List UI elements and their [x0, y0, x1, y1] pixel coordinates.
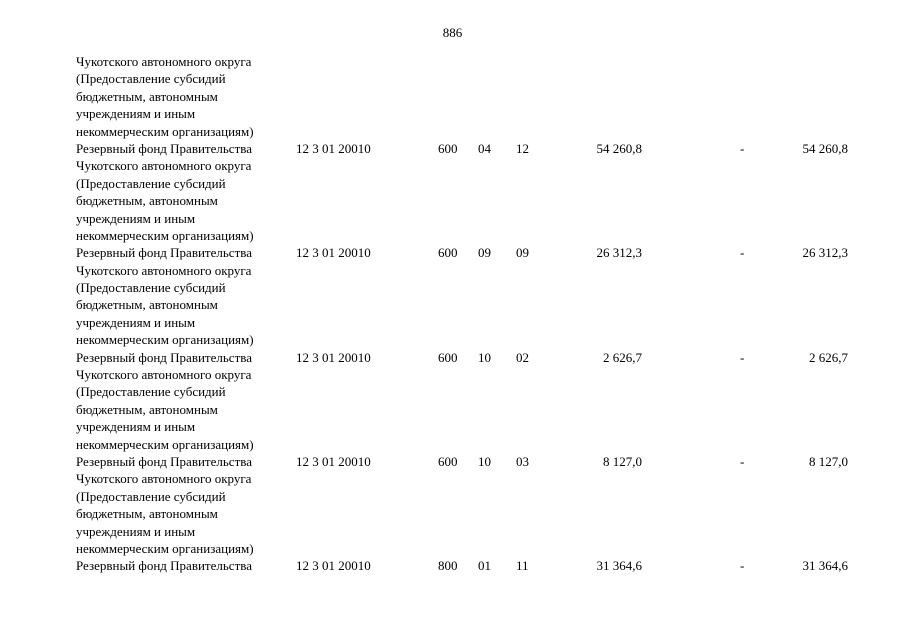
continuation-line: учреждениям и иным — [76, 314, 196, 330]
row-target-code: 12 3 01 20010 — [296, 349, 371, 365]
row-amount-2: - — [740, 349, 745, 365]
continuation-line: (Предоставление субсидий — [76, 384, 226, 400]
row-section: 04 — [478, 140, 491, 156]
continuation-line: Чукотского автономного округа — [76, 262, 252, 278]
row-subsection: 03 — [516, 453, 529, 469]
row-amount-3: 8 127,0 — [809, 453, 848, 469]
row-expense-type: 600 — [438, 245, 458, 261]
row-subsection: 09 — [516, 245, 529, 261]
continuation-line: бюджетным, автономным — [76, 193, 218, 209]
row-name: Резервный фонд Правительства — [76, 245, 252, 261]
row-name: Резервный фонд Правительства — [76, 558, 252, 574]
table-row — [76, 557, 866, 574]
lead-text-line: учреждениям и иным — [76, 106, 196, 122]
row-continuation — [76, 366, 866, 453]
row-amount-3: 26 312,3 — [802, 245, 848, 261]
row-name: Резервный фонд Правительства — [76, 140, 252, 156]
lead-text-block — [76, 53, 866, 140]
row-expense-type: 600 — [438, 453, 458, 469]
row-section: 10 — [478, 453, 491, 469]
continuation-line: Чукотского автономного округа — [76, 158, 252, 174]
row-continuation — [76, 470, 866, 557]
row-section: 01 — [478, 558, 491, 574]
continuation-line: некоммерческим организациям) — [76, 436, 254, 452]
budget-table — [76, 53, 866, 575]
row-subsection: 12 — [516, 140, 529, 156]
continuation-line: (Предоставление субсидий — [76, 488, 226, 504]
row-amount-3: 31 364,6 — [802, 558, 848, 574]
row-section: 10 — [478, 349, 491, 365]
row-amount-1: 8 127,0 — [603, 453, 642, 469]
lead-text-line: Чукотского автономного округа — [76, 54, 252, 69]
row-continuation — [76, 157, 866, 244]
continuation-line: бюджетным, автономным — [76, 297, 218, 313]
row-subsection: 02 — [516, 349, 529, 365]
continuation-line: (Предоставление субсидий — [76, 175, 226, 191]
row-amount-2: - — [740, 140, 745, 156]
continuation-line: бюджетным, автономным — [76, 401, 218, 417]
lead-text-line: бюджетным, автономным — [76, 88, 218, 104]
row-amount-1: 54 260,8 — [596, 140, 642, 156]
continuation-line: учреждениям и иным — [76, 523, 196, 539]
table-row — [76, 453, 866, 470]
row-target-code: 12 3 01 20010 — [296, 453, 371, 469]
row-amount-2: - — [740, 558, 745, 574]
row-amount-2: - — [740, 453, 745, 469]
row-amount-1: 2 626,7 — [603, 349, 642, 365]
row-subsection: 11 — [516, 558, 529, 574]
row-target-code: 12 3 01 20010 — [296, 558, 371, 574]
row-target-code: 12 3 01 20010 — [296, 245, 371, 261]
continuation-line: некоммерческим организациям) — [76, 540, 254, 556]
continuation-line: некоммерческим организациям) — [76, 227, 254, 243]
continuation-line: Чукотского автономного округа — [76, 367, 252, 383]
continuation-line: бюджетным, автономным — [76, 506, 218, 522]
row-amount-1: 31 364,6 — [596, 558, 642, 574]
row-amount-1: 26 312,3 — [596, 245, 642, 261]
row-amount-3: 2 626,7 — [809, 349, 848, 365]
continuation-line: учреждениям и иным — [76, 419, 196, 435]
table-row — [76, 140, 866, 157]
row-amount-3: 54 260,8 — [802, 140, 848, 156]
continuation-line: (Предоставление субсидий — [76, 280, 226, 296]
continuation-line: Чукотского автономного округа — [76, 471, 252, 487]
lead-text-line: (Предоставление субсидий — [76, 71, 226, 87]
continuation-line: учреждениям и иным — [76, 210, 196, 226]
row-name: Резервный фонд Правительства — [76, 349, 252, 365]
row-section: 09 — [478, 245, 491, 261]
row-continuation — [76, 262, 866, 349]
lead-text-line: некоммерческим организациям) — [76, 123, 254, 139]
page-number: 886 — [442, 25, 463, 40]
row-expense-type: 600 — [438, 140, 458, 156]
row-expense-type: 600 — [438, 349, 458, 365]
row-name: Резервный фонд Правительства — [76, 453, 252, 469]
table-row — [76, 244, 866, 261]
row-amount-2: - — [740, 245, 745, 261]
row-expense-type: 800 — [438, 558, 458, 574]
continuation-line: некоммерческим организациям) — [76, 332, 254, 348]
row-target-code: 12 3 01 20010 — [296, 140, 371, 156]
table-row — [76, 349, 866, 366]
